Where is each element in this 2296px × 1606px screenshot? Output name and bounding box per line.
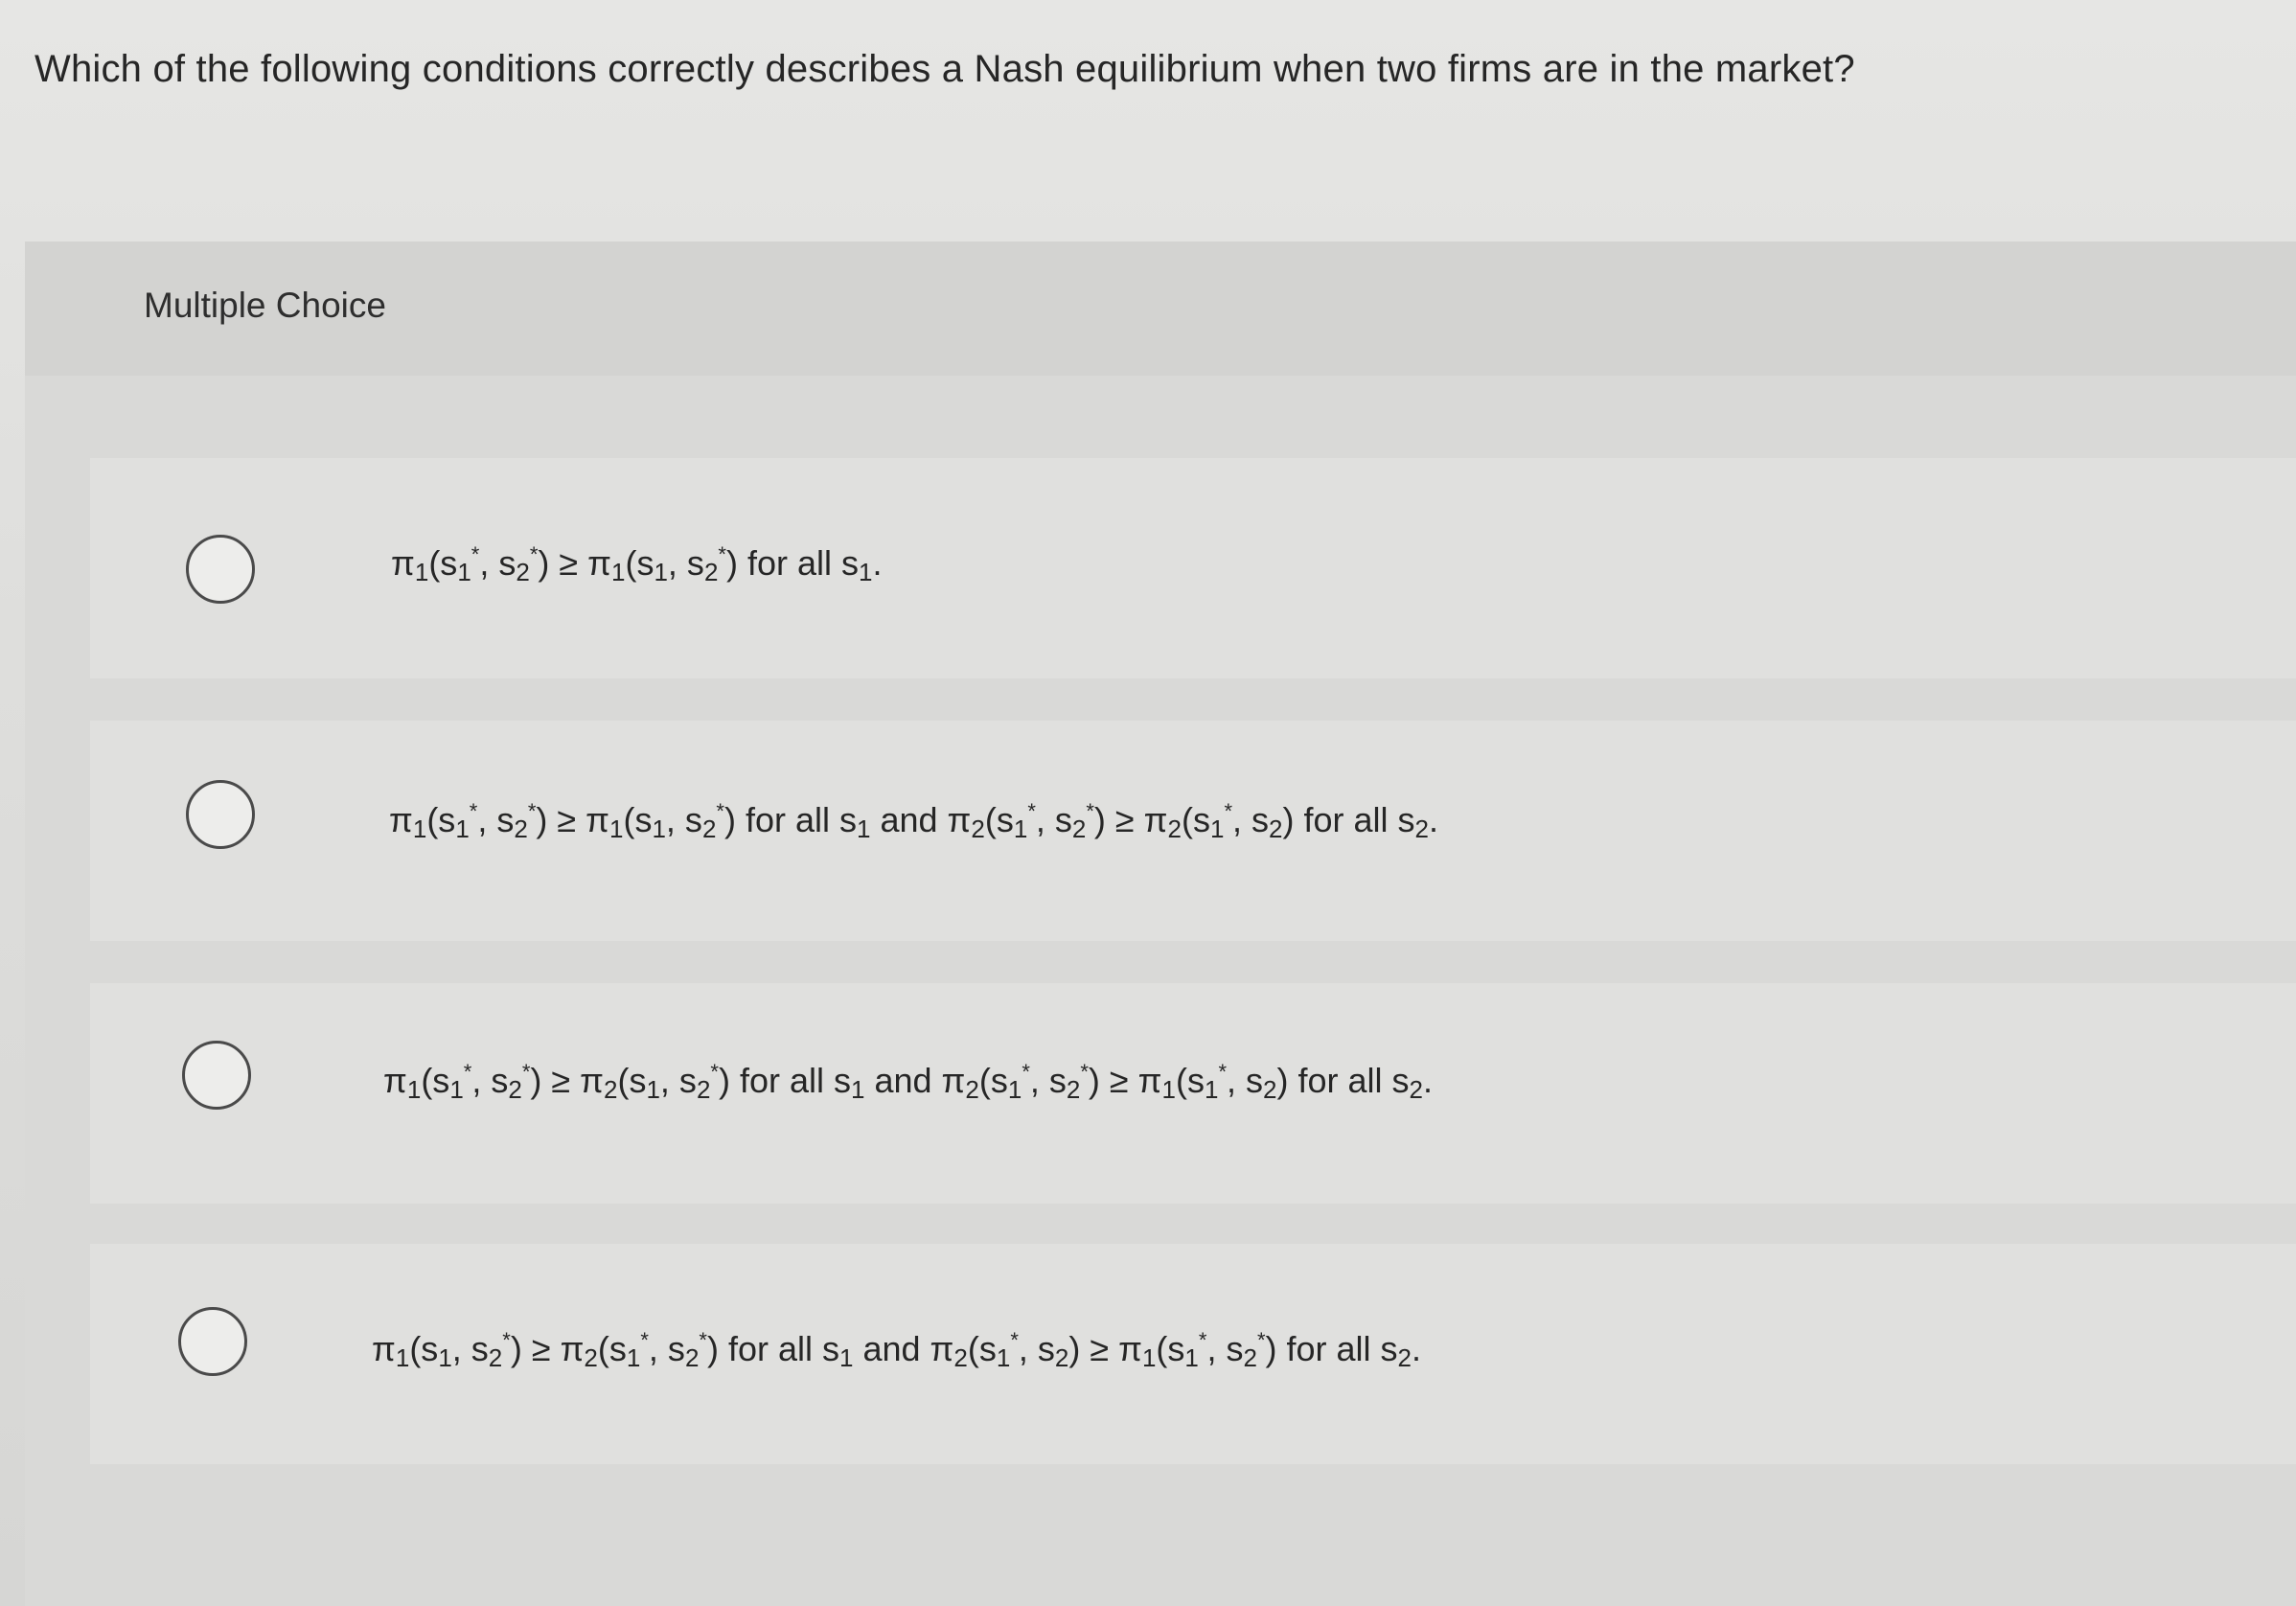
option-c-radio[interactable]: [182, 1041, 251, 1110]
option-d-label: $\pi_1(s_1$, $s_2^*) \ge \pi_2(s_1^*$, $s_2^*$) for all $s_1$ and $\pi_2(s_1^*$, $s_2) \ge \pi_1(s_1^*$, $s_2^*$) for all $s_2$.: [372, 1328, 1422, 1372]
option-b[interactable]: [90, 721, 2296, 941]
option-a-label: $\pi_1(s_1^*$, $s_2^*) \ge \pi_1(s_1$, $s_2^*$) for all $s_1$.: [391, 542, 883, 586]
multiple-choice-panel: [25, 241, 2296, 1606]
option-d-radio[interactable]: [178, 1307, 247, 1376]
option-a-radio[interactable]: [186, 535, 255, 604]
multiple-choice-label: Multiple Choice: [144, 286, 386, 325]
question-text: Which of the following conditions correctly describes a Nash equilibrium when two firms are in the market?: [34, 48, 1855, 90]
option-d[interactable]: [90, 1244, 2296, 1464]
option-b-radio[interactable]: [186, 780, 255, 849]
option-b-label: $\pi_1(s_1^*$, $s_2^*) \ge \pi_1(s_1$, $s_2^*$) for all $s_1$ and $\pi_2(s_1^*$, $s_2^*) \ge \pi_2(s_1^*$, $s_2$) for all $s_2$.: [389, 799, 1439, 843]
option-c-label: $\pi_1(s_1^*$, $s_2^*) \ge \pi_2(s_1$, $s_2^*$) for all $s_1$ and $\pi_2(s_1^*$, $s_2^*) \ge \pi_1(s_1^*$, $s_2$) for all $s_2$.: [383, 1060, 1434, 1104]
panel-header: [25, 241, 2296, 376]
option-a[interactable]: [90, 458, 2296, 678]
option-c[interactable]: [90, 983, 2296, 1204]
